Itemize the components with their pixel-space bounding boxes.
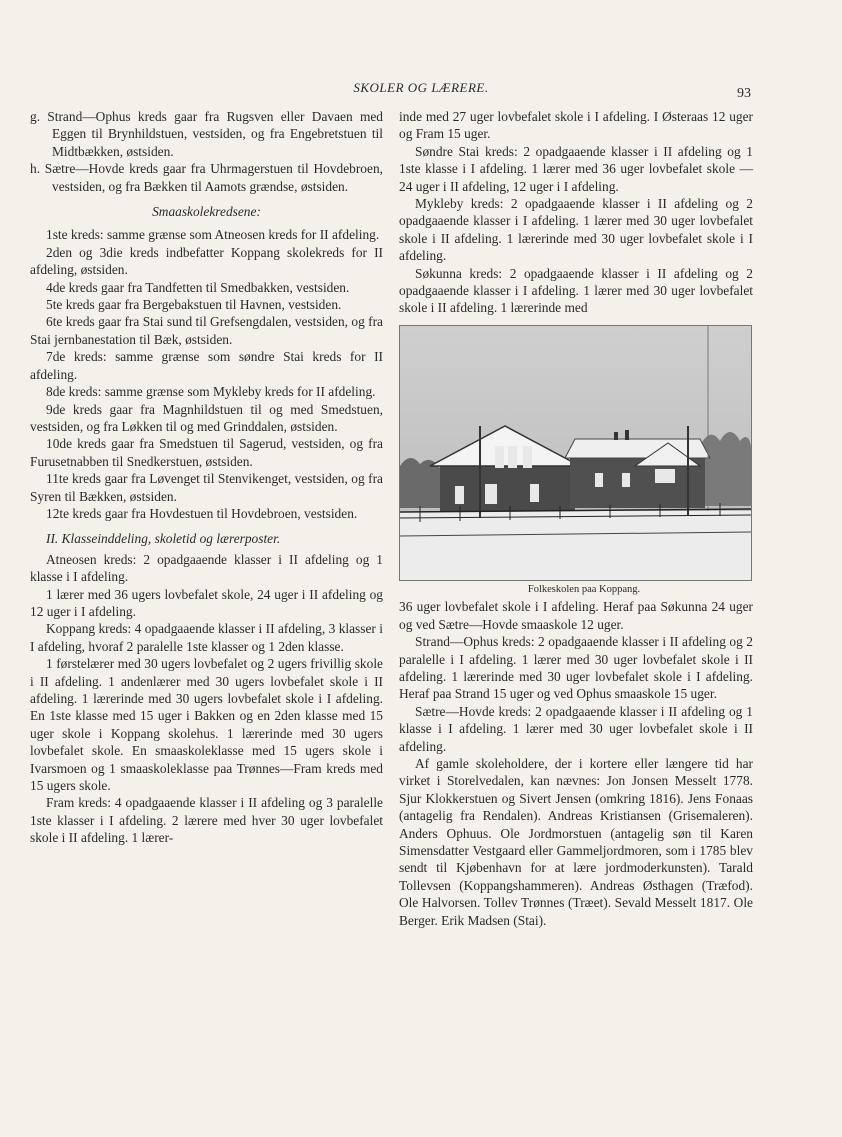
- paragraph: 7de kreds: samme grænse som søndre Stai kreds for II afdeling.: [30, 349, 383, 382]
- paragraph: Mykleby kreds: 2 opadgaaende klasser i II afdeling og 2 opadgaaende klasser i I afdeling. 1 lærer med 30 uger lovbefalet skole i II afdeling. 1 lærerinde med 30 uger lovbefalet skole i I afdeling.: [399, 196, 753, 264]
- paragraph-continuation: inde med 27 uger lovbefalet skole i I afdeling. I Østeraas 12 uger og Fram 15 uger.: [399, 109, 753, 142]
- paragraph: 9de kreds gaar fra Magnhildstuen til og med Smedstuen, vestsiden, og fra Løkken til og med Grinddalen, østsiden.: [30, 401, 383, 434]
- paragraph: 4de kreds gaar fra Tandfetten til Smedbakken, vestsiden.: [46, 279, 350, 295]
- paragraph: Fram kreds: 4 opadgaaende klasser i II afdeling og 3 paralelle 1ste klasser i I afdeling. 2 lærere med hver 30 uger lovbefalet skole i II afdeling. 1 lærer-: [30, 795, 383, 846]
- paragraph-continuation: 36 uger lovbefalet skole i I afdeling. Heraf paa Søkunna 24 uger og ved Sætre—Hovde smaaskole 12 uger.: [399, 599, 753, 632]
- paragraph: Koppang kreds: 4 opadgaaende klasser i II afdeling, 3 klasser i I afdeling, hvoraf 2 paralelle 1ste klasser og 1 2den klasse.: [30, 621, 383, 654]
- running-head: SKOLER OG LÆRERE.: [353, 80, 489, 95]
- paragraph: 1 lærer med 36 ugers lovbefalet skole, 24 uger i II afdeling og 12 uger i I afdeling.: [30, 586, 383, 619]
- paragraph: 1 førstelærer med 30 ugers lovbefalet og 2 ugers frivillig skole i II afdeling. 1 andenlærer med 30 ugers lovbefalet skole i II afdeling. 1 lærerinde med 30 ugers lovbefalet skole i I afdeling. En 1ste klasse med 15 uger i Bakken og en 2den klasse med 15 uger skole i Koppang skolehus. 1 lærerinde med 30 ugers lovbefalet skole. En smaaskoleklasse med 15 ugers skole i Ivarsmoen og 1 smaaskoleklasse paa Trønnes—Fram kreds med 15 ugers skole.: [30, 656, 383, 794]
- smaaskole-heading: Smaaskolekredsene:: [152, 204, 261, 220]
- list-item-h: h. Sætre—Hovde kreds gaar fra Uhrmagerstuen til Hovdebroen, vestsiden, og fra Bækken til Aamots grændse, østsiden.: [30, 161, 383, 194]
- paragraph: 11te kreds gaar fra Løvenget til Stenvikenget, vestsiden, og fra Syren til Bækken, østsiden.: [30, 471, 383, 504]
- paragraph: 2den og 3die kreds indbefatter Koppang skolekreds for II afdeling, østsiden.: [30, 244, 383, 278]
- paragraph: 12te kreds gaar fra Hovdestuen til Hovdebroen, vestsiden.: [46, 505, 358, 521]
- paragraph: 10de kreds gaar fra Smedstuen til Sagerud, vestsiden, og fra Furusetnabben til Snedkerstuen, østsiden.: [30, 436, 383, 469]
- section-heading: II. Klasseinddeling, skoletid og lærerposter.: [46, 531, 281, 547]
- school-photo: [399, 325, 752, 581]
- page-number: 93: [737, 86, 751, 101]
- paragraph: 1ste kreds: samme grænse som Atneosen kreds for II afdeling.: [46, 227, 380, 243]
- paragraph: Atneosen kreds: 2 opadgaaende klasser i II afdeling og 1 klasse i I afdeling.: [30, 551, 383, 585]
- paragraph: 5te kreds gaar fra Bergebakstuen til Havnen, vestsiden.: [46, 297, 342, 313]
- paragraph: Søndre Stai kreds: 2 opadgaaende klasser i II afdeling og 1 1ste klasse i I afdeling. 1 lærer med 36 uger lovbefalet skole — 24 uger i II afdeling, 12 uger i I afdeling.: [399, 143, 753, 194]
- paragraph: 6te kreds gaar fra Stai sund til Grefsengdalen, vestsiden, og fra Stai jernbanestation til Bæk, østsiden.: [30, 314, 383, 347]
- right-column: [399, 108, 753, 929]
- paragraph: Af gamle skoleholdere, der i kortere eller længere tid har virket i Storelvedalen, kan nævnes: Jon Jonsen Messelt 1778. Sjur Klokkerstuen og Sivert Jensen (omkring 1816). Jens Fonaas (antagelig fra Rendalen). Andreas Kristiansen (Grisemaleren). Anders Ophuus. Ole Jordmorstuen (antagelig søn til Karen Simensdatter Vestgaard eller Gammeljordmoren, som i 1785 blev sendt til Kjøbenhavn for at lære jordmoderkunsten). Tarald Tollevsen (Koppangshammeren). Andreas Østhagen (Træfod). Ole Halvorsen. Tollev Trønnes (Træet). Sevald Messelt 1817. Ole Berger. Erik Madsen (Stai).: [399, 755, 753, 928]
- paragraph: 8de kreds: samme grænse som Mykleby kreds for II afdeling.: [46, 384, 376, 400]
- paragraph: Søkunna kreds: 2 opadgaaende klasser i II afdeling og 2 opadgaaende klasser i I afdeling. 1 lærer med 30 uger lovbefalet skole i II afdeling. 1 lærerinde med: [399, 265, 753, 316]
- photo-caption: Folkeskolen paa Koppang.: [527, 583, 641, 595]
- school-building-illustration: [400, 326, 751, 580]
- paragraph: Strand—Ophus kreds: 2 opadgaaende klasser i II afdeling og 2 paralelle i I afdeling. 1 lærer med 30 uger lovbefalet skole i II afdeling. 1 lærerinde med 30 uger lovbefalet skole i I afdeling. Heraf paa Strand 15 uger og ved Ophus smaaskole 15 uger.: [399, 634, 753, 702]
- list-item-g: g. Strand—Ophus kreds gaar fra Rugsven eller Davaen med Eggen til Brynhildstuen, vestsiden, og fra Engebretstuen til Midtbækken, østsiden.: [30, 109, 383, 159]
- paragraph: Sætre—Hovde kreds: 2 opadgaaende klasser i II afdeling og 1 klasse i I afdeling. 1 lærer med 30 uger lovbefalet skole i II afdeling.: [399, 703, 753, 754]
- left-column: [30, 108, 383, 847]
